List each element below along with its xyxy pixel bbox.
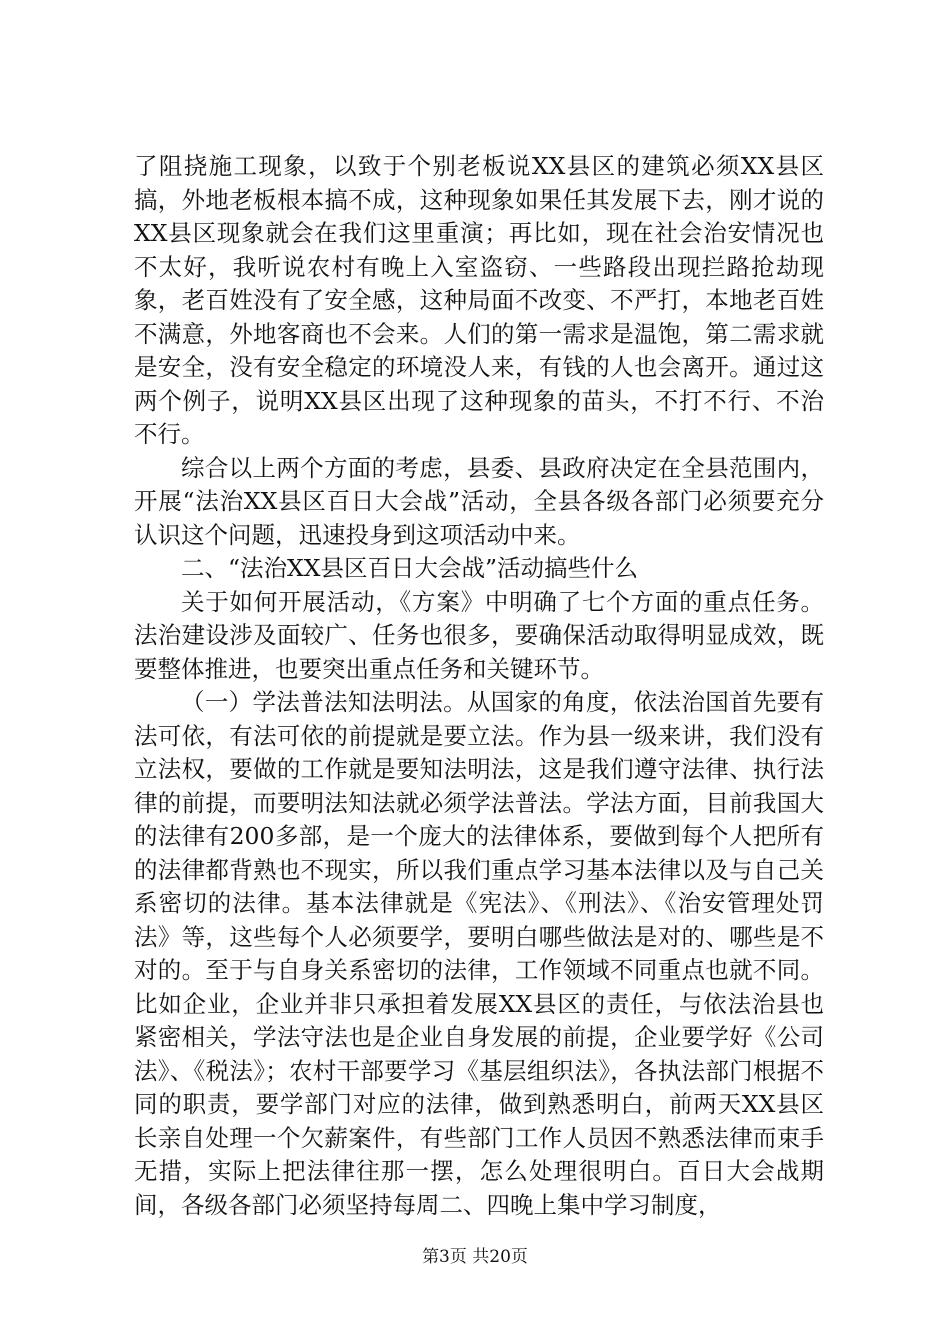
document-body bbox=[134, 150, 824, 1222]
paragraph-continuation: 了阻挠施工现象，以致于个别老板说XX县区的建筑必须XX县区搞，外地老板根本搞不成，这种现象如果任其发展下去，刚才说的XX县区现象就会在我们这里重演；再比如，现在社会治安情况也不太好，我听说农村有晚上入室盗窃、一些路段出现拦路抢劫现象，老百姓没有了安全感，这种局面不改变、不严打，本地老百姓不满意，外地客商也不会来。人们的第一需求是温饱，第二需求就是安全，没有安全稳定的环境没人来，有钱的人也会离开。通过这两个例子，说明XX县区出现了这种现象的苗头，不打不行、不治不行。 bbox=[134, 152, 824, 448]
paragraph-item-1: （一）学法普法知法明法。从国家的角度，依法治国首先要有法可依，有法可依的前提就是要立法。作为县一级来讲，我们没有立法权，要做的工作就是要知法明法，这是我们遵守法律、执行法律的前提，而要明法知法就必须学法普法。学法方面，目前我国大的法律有200多部，是一个庞大的法律体系，要做到每个人把所有的法律都背熟也不现实，所以我们重点学习基本法律以及与自己关系密切的法律。基本法律就是《宪法》、《刑法》、《治安管理处罚法》等，这些每个人必须要学，要明白哪些做法是对的、哪些是不对的。至于与自身关系密切的法律，工作领域不同重点也就不同。比如企业，企业并非只承担着发展XX县区的责任，与依法治县也紧密相关，学法守法也是企业自身发展的前提，企业要学好《公司法》、《税法》；农村干部要学习《基层组织法》，各执法部门根据不同的职责，要学部门对应的法律，做到熟悉明白，前两天XX县区长亲自处理一个欠薪案件，有些部门工作人员因不熟悉法律而束手无措，实际上把法律往那一摆，怎么处理很明白。百日大会战期间，各级各部门必须坚持每周二、四晚上集中学习制度， bbox=[134, 688, 824, 1219]
section-heading: 二、“法治XX县区百日大会战”活动搞些什么 bbox=[181, 554, 638, 582]
page-number-footer: 第3页 共20页 bbox=[422, 1247, 528, 1267]
paragraph-intro: 关于如何开展活动，《方案》中明确了七个方面的重点任务。法治建设涉及面较广、任务也很多，要确保活动取得明显成效，既要整体推进，也要突出重点任务和关键环节。 bbox=[134, 587, 824, 683]
paragraph-summary: 综合以上两个方面的考虑，县委、县政府决定在全县范围内，开展“法治XX县区百日大会战”活动，全县各级各部门必须要充分认识这个问题，迅速投身到这项活动中来。 bbox=[134, 453, 824, 549]
